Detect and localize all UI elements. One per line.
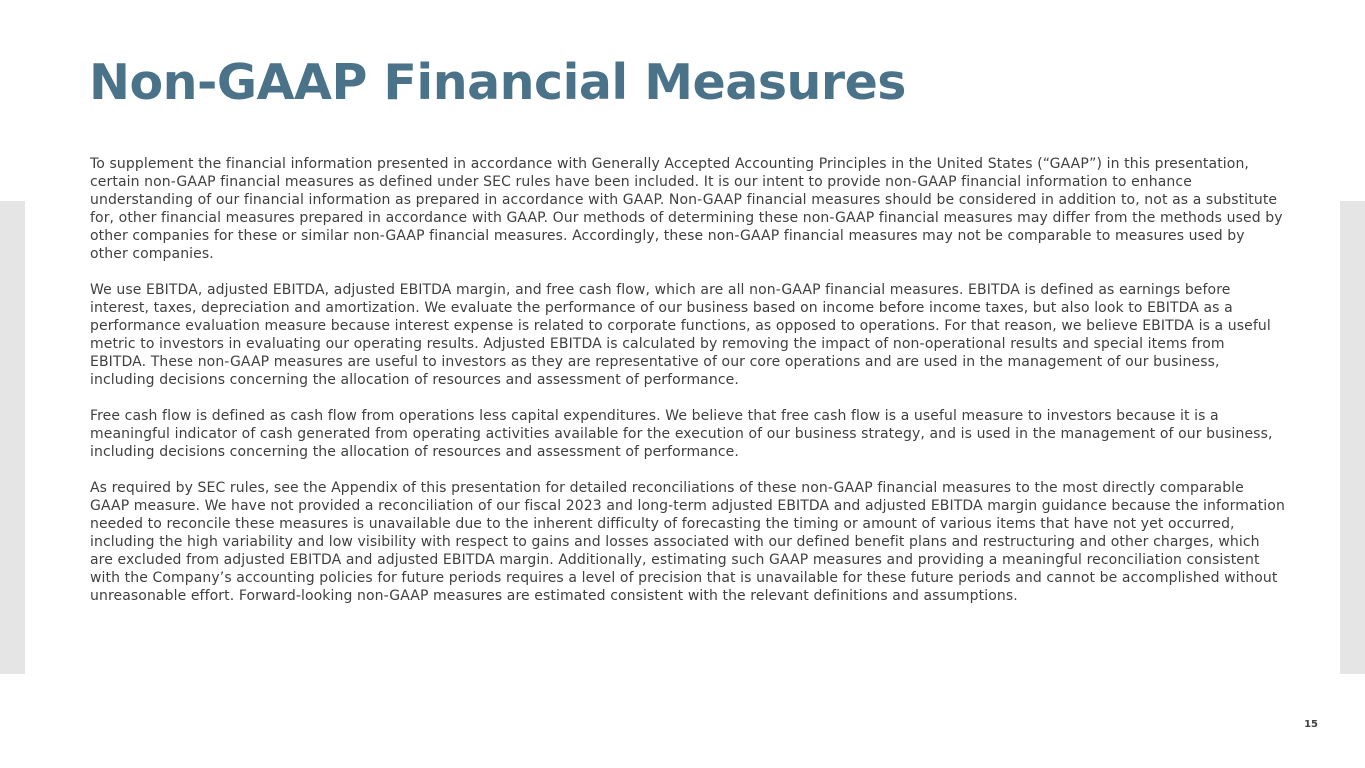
right-side-band: [1340, 201, 1365, 674]
slide-title: Non-GAAP Financial Measures: [89, 54, 906, 111]
paragraph-ebitda: We use EBITDA, adjusted EBITDA, adjusted EBITDA margin, and free cash flow, which are all non-GAAP financial measures. EBITDA is defined as earnings before interest, taxes, depreciation and amortization. We evaluate the performance of our business based on income before income taxes, but also look to EBITDA as a performance evaluation measure because interest expense is related to corporate functions, as opposed to operations. For that reason, we believe EBITDA is a useful metric to investors in evaluating our operating results. Adjusted EBITDA is calculated by removing the impact of non-operational results and special items from EBITDA. These non-GAAP measures are useful to investors as they are representative of our core operations and are used in the management of our business, including decisions concerning the allocation of resources and assessment of performance.: [90, 282, 1271, 388]
slide-body: [90, 155, 1285, 623]
left-side-band: [0, 201, 25, 674]
page-number: 15: [1304, 719, 1318, 730]
paragraph-supplement: To supplement the financial information presented in accordance with Generally Accepted Accounting Principles in the United States (“GAAP”) in this presentation, certain non-GAAP financial measures as defined under SEC rules have been included. It is our intent to provide non-GAAP financial information to enhance understanding of our financial information as prepared in accordance with GAAP. Non-GAAP financial measures should be considered in addition to, not as a substitute for, other financial measures prepared in accordance with GAAP. Our methods of determining these non-GAAP financial measures may differ from the methods used by other companies for these or similar non-GAAP financial measures. Accordingly, these non-GAAP financial measures may not be comparable to measures used by other companies.: [90, 156, 1283, 262]
paragraph-reconciliation: As required by SEC rules, see the Appendix of this presentation for detailed reconciliations of these non-GAAP financial measures to the most directly comparable GAAP measure. We have not provided a reconciliation of our fiscal 2023 and long-term adjusted EBITDA and adjusted EBITDA margin guidance because the information needed to reconcile these measures is unavailable due to the inherent difficulty of forecasting the timing or amount of various items that have not yet occurred, including the high variability and low visibility with respect to gains and losses associated with our defined benefit plans and restructuring and other charges, which are excluded from adjusted EBITDA and adjusted EBITDA margin. Additionally, estimating such GAAP measures and providing a meaningful reconciliation consistent with the Company’s accounting policies for future periods requires a level of precision that is unavailable for these future periods and cannot be accomplished without unreasonable effort. Forward-looking non-GAAP measures are estimated consistent with the relevant definitions and assumptions.: [90, 480, 1285, 604]
paragraph-free-cash-flow: Free cash flow is defined as cash flow from operations less capital expenditures. We believe that free cash flow is a useful measure to investors because it is a meaningful indicator of cash generated from operating activities available for the execution of our business strategy, and is used in the management of our business, including decisions concerning the allocation of resources and assessment of performance.: [90, 408, 1273, 460]
